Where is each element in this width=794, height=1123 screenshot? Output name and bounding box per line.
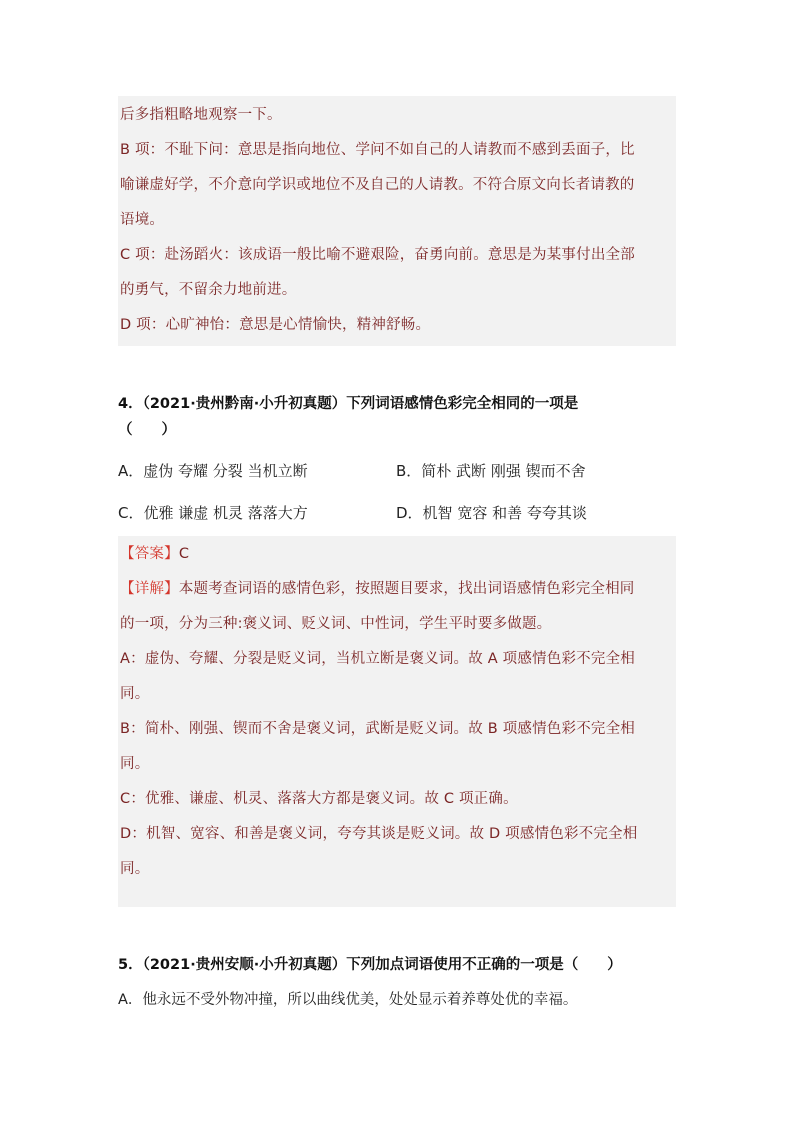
explanation-line: 后多指粗略地观察一下。 (120, 107, 282, 123)
analysis-line: 同。 (120, 756, 150, 772)
explanation-line: 喻谦虚好学，不介意向学识或地位不及自己的人请教。不符合原文向长者请教的 (120, 177, 635, 193)
analysis-line: 同。 (120, 861, 150, 877)
answer-tag: 【答案】 (120, 546, 179, 562)
question-4-title (118, 391, 678, 443)
detail-text: 本题考查词语的感情色彩，按照题目要求，找出词语感情色彩完全相同 (178, 581, 635, 597)
question-4-paren: （ ） (118, 422, 176, 438)
option-b: B．简朴 武断 刚强 锲而不舍 (396, 462, 586, 480)
explanation-line: C 项：赴汤蹈火：该成语一般比喻不避艰险，奋勇向前。意思是为某事付出全部 (120, 247, 635, 263)
analysis-line: A：虚伪、夸耀、分裂是贬义词，当机立断是褒义词。故 A 项感情色彩不完全相 (120, 651, 635, 667)
question-5-option-a: A．他永远不受外物冲撞，所以曲线优美，处处显示着养尊处优的幸福。 (118, 992, 578, 1008)
answer-block (118, 536, 676, 907)
explanation-block-prev (118, 96, 676, 346)
option-d: D．机智 宽容 和善 夸夸其谈 (396, 504, 587, 522)
detail-line: 的一项，分为三种:褒义词、贬义词、中性词，学生平时要多做题。 (120, 616, 552, 632)
analysis-line: C：优雅、谦虚、机灵、落落大方都是褒义词。故 C 项正确。 (120, 791, 518, 807)
explanation-line: D 项：心旷神怡：意思是心情愉快，精神舒畅。 (120, 317, 431, 333)
answer-value: C (178, 546, 190, 562)
option-a: A．虚伪 夸耀 分裂 当机立断 (118, 462, 308, 480)
explanation-line: 语境。 (120, 212, 165, 228)
question-4-text: 4．（2021·贵州黔南·小升初真题）下列词语感情色彩完全相同的一项是 (118, 396, 579, 412)
analysis-line: B：简朴、刚强、锲而不舍是褒义词，武断是贬义词。故 B 项感情色彩不完全相 (120, 721, 636, 737)
detail-tag: 【详解】 (120, 581, 179, 597)
explanation-line: 的勇气，不留余力地前进。 (120, 282, 297, 298)
detail-line (120, 572, 674, 607)
analysis-line: 同。 (120, 686, 150, 702)
answer-line (120, 537, 674, 572)
analysis-line: D：机智、宽容、和善是褒义词，夸夸其谈是贬义词。故 D 项感情色彩不完全相 (120, 826, 638, 842)
question-5-title: 5．（2021·贵州安顺·小升初真题）下列加点词语使用不正确的一项是（ ） (118, 957, 622, 973)
option-c: C．优雅 谦虚 机灵 落落大方 (118, 504, 308, 522)
explanation-line: B 项：不耻下问：意思是指向地位、学问不如自己的人请教而不感到丢面子，比 (120, 142, 635, 158)
